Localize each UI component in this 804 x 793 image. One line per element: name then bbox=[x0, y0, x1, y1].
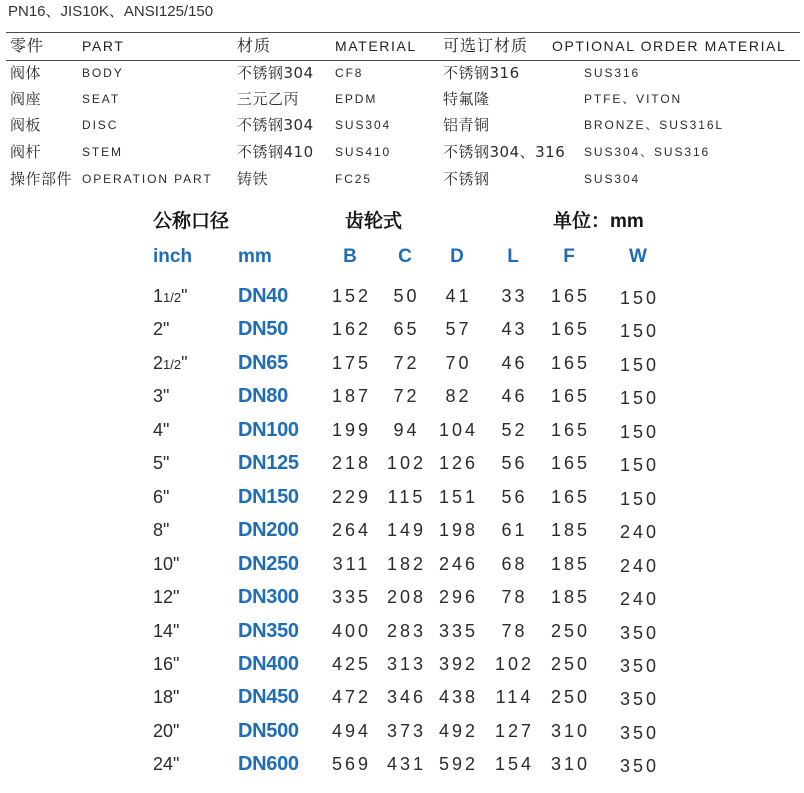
materials-header-material-en: MATERIAL bbox=[335, 38, 417, 54]
inch-whole: 20 bbox=[153, 720, 174, 741]
cell-d: 151 bbox=[438, 486, 479, 507]
pressure-standards: PN16、JIS10K、ANSI125/150 bbox=[8, 3, 214, 20]
cell-l: 33 bbox=[501, 286, 528, 306]
cell-w: 350 bbox=[619, 622, 660, 643]
cell-inch bbox=[153, 514, 169, 547]
cell-inch bbox=[153, 280, 187, 314]
dimension-row bbox=[0, 514, 804, 547]
cell-f: 165 bbox=[550, 419, 591, 440]
inch-mark: " bbox=[173, 553, 180, 574]
cell-d: 70 bbox=[445, 352, 472, 373]
cell-b: 400 bbox=[331, 620, 372, 641]
materials-cell-part-en: DISC bbox=[82, 118, 119, 132]
materials-cell-optional-material-en: BRONZE、SUS316L bbox=[584, 118, 724, 132]
materials-cell-part-cn: 阀座 bbox=[10, 90, 42, 108]
cell-l: 114 bbox=[495, 687, 534, 708]
cell-l: 46 bbox=[501, 386, 528, 407]
cell-f: 165 bbox=[550, 352, 591, 373]
cell-d: 198 bbox=[438, 520, 479, 541]
cell-dn: DN300 bbox=[238, 586, 299, 609]
column-header-l: L bbox=[507, 246, 519, 267]
cell-dn: DN400 bbox=[238, 652, 299, 675]
dimension-row bbox=[0, 581, 804, 614]
cell-l: 127 bbox=[494, 720, 535, 741]
cell-c: 313 bbox=[386, 653, 427, 674]
cell-dn: DN40 bbox=[238, 285, 288, 307]
cell-d: 335 bbox=[438, 620, 479, 641]
cell-b: 199 bbox=[331, 419, 372, 440]
column-header-w: W bbox=[629, 246, 647, 267]
cell-dn: DN150 bbox=[238, 485, 299, 508]
inch-mark: " bbox=[173, 620, 180, 641]
materials-cell-part-cn: 阀杆 bbox=[10, 143, 42, 161]
inch-mark: " bbox=[163, 319, 170, 340]
cell-inch bbox=[153, 615, 179, 648]
nominal-size-label: 公称口径 bbox=[153, 211, 230, 232]
cell-l: 56 bbox=[501, 453, 528, 474]
cell-l: 68 bbox=[501, 553, 528, 574]
materials-cell-optional-material-cn: 铝青铜 bbox=[443, 116, 490, 134]
materials-cell-part-en: SEAT bbox=[82, 92, 121, 106]
cell-d: 41 bbox=[445, 286, 472, 306]
materials-cell-part-cn: 阀板 bbox=[10, 116, 42, 134]
inch-whole: 2 bbox=[153, 352, 164, 373]
column-header-f: F bbox=[563, 246, 575, 267]
cell-b: 175 bbox=[331, 352, 372, 373]
inch-mark: " bbox=[173, 754, 180, 775]
cell-w: 350 bbox=[619, 689, 660, 710]
inch-whole: 6 bbox=[153, 486, 164, 507]
inch-whole: 1 bbox=[153, 286, 164, 306]
dimension-row bbox=[0, 681, 804, 714]
dimension-row bbox=[0, 313, 804, 346]
inch-whole: 16 bbox=[153, 653, 174, 674]
cell-f: 310 bbox=[550, 754, 591, 775]
cell-dn: DN65 bbox=[238, 351, 288, 374]
column-header-d: D bbox=[450, 246, 464, 267]
inch-whole: 14 bbox=[153, 620, 174, 641]
cell-f: 250 bbox=[550, 653, 591, 674]
cell-inch bbox=[153, 715, 179, 748]
cell-c: 65 bbox=[393, 319, 420, 340]
cell-w: 150 bbox=[619, 488, 660, 509]
dimension-row bbox=[0, 548, 804, 581]
dimension-row bbox=[0, 615, 804, 648]
inch-mark: " bbox=[181, 286, 188, 306]
materials-cell-optional-material-cn: 特氟隆 bbox=[443, 90, 490, 108]
inch-whole: 4 bbox=[153, 419, 164, 440]
cell-d: 592 bbox=[438, 754, 479, 775]
cell-w: 350 bbox=[619, 655, 660, 676]
materials-cell-material-cn: 铸铁 bbox=[237, 170, 269, 188]
materials-header-optional-material-en: OPTIONAL ORDER MATERIAL bbox=[552, 38, 787, 54]
cell-w: 240 bbox=[619, 522, 660, 543]
cell-inch bbox=[153, 681, 179, 714]
cell-b: 311 bbox=[332, 553, 371, 574]
cell-c: 115 bbox=[387, 486, 426, 507]
cell-b: 229 bbox=[331, 486, 372, 507]
materials-cell-part-cn: 阀体 bbox=[10, 64, 42, 82]
materials-cell-material-cn: 不锈钢304 bbox=[237, 64, 314, 82]
materials-cell-material-en: CF8 bbox=[335, 66, 364, 80]
cell-dn: DN50 bbox=[238, 318, 288, 341]
cell-c: 102 bbox=[386, 453, 427, 474]
materials-cell-optional-material-en: SUS304 bbox=[584, 172, 641, 186]
inch-mark: " bbox=[181, 352, 188, 373]
cell-dn: DN450 bbox=[238, 686, 299, 709]
dimension-row bbox=[0, 380, 804, 413]
inch-mark: " bbox=[163, 419, 170, 440]
cell-b: 335 bbox=[331, 587, 372, 608]
cell-w: 240 bbox=[619, 589, 660, 610]
cell-w: 150 bbox=[619, 388, 660, 409]
column-header-inch: inch bbox=[153, 246, 193, 267]
dimension-row bbox=[0, 748, 804, 781]
cell-inch bbox=[153, 414, 169, 447]
cell-c: 72 bbox=[393, 352, 420, 373]
cell-inch bbox=[153, 748, 179, 781]
cell-d: 82 bbox=[445, 386, 472, 407]
dimension-row bbox=[0, 715, 804, 748]
materials-cell-material-cn: 不锈钢410 bbox=[237, 143, 314, 161]
inch-mark: " bbox=[173, 687, 180, 708]
cell-f: 165 bbox=[550, 486, 591, 507]
cell-f: 310 bbox=[550, 720, 591, 741]
materials-header-part-en: PART bbox=[82, 38, 125, 54]
cell-inch bbox=[153, 481, 169, 514]
cell-l: 154 bbox=[494, 754, 535, 775]
materials-header-material-cn: 材质 bbox=[237, 36, 272, 55]
cell-w: 150 bbox=[619, 421, 660, 442]
cell-f: 185 bbox=[550, 587, 591, 608]
cell-b: 187 bbox=[331, 386, 372, 407]
cell-l: 46 bbox=[501, 352, 528, 373]
inch-mark: " bbox=[173, 720, 180, 741]
inch-whole: 18 bbox=[153, 687, 174, 708]
dimension-row bbox=[0, 414, 804, 447]
inch-fraction: 1/2 bbox=[163, 290, 182, 305]
dimension-row bbox=[0, 447, 804, 480]
dimension-row bbox=[0, 481, 804, 514]
cell-l: 56 bbox=[501, 486, 528, 507]
cell-f: 185 bbox=[550, 520, 591, 541]
cell-inch bbox=[153, 648, 179, 681]
cell-c: 72 bbox=[393, 386, 420, 407]
dimension-row bbox=[0, 648, 804, 681]
cell-dn: DN100 bbox=[238, 418, 299, 441]
cell-c: 149 bbox=[386, 520, 427, 541]
cell-w: 150 bbox=[619, 288, 660, 308]
inch-whole: 24 bbox=[153, 754, 174, 775]
cell-w: 150 bbox=[619, 354, 660, 375]
cell-c: 346 bbox=[386, 687, 427, 708]
materials-cell-optional-material-en: SUS304、SUS316 bbox=[584, 145, 711, 159]
inch-mark: " bbox=[163, 520, 170, 541]
cell-c: 94 bbox=[393, 419, 420, 440]
materials-header-optional-material-cn: 可选订材质 bbox=[443, 36, 529, 55]
inch-mark: " bbox=[163, 386, 170, 407]
cell-inch bbox=[153, 380, 169, 413]
inch-whole: 3 bbox=[153, 386, 164, 407]
cell-f: 165 bbox=[550, 319, 591, 340]
cell-d: 392 bbox=[438, 653, 479, 674]
materials-cell-optional-material-cn: 不锈钢304、316 bbox=[443, 143, 566, 161]
cell-w: 150 bbox=[619, 321, 660, 342]
column-header-mm: mm bbox=[238, 246, 272, 267]
cell-c: 431 bbox=[386, 754, 427, 775]
cell-c: 182 bbox=[386, 553, 427, 574]
cell-inch bbox=[153, 548, 179, 581]
inch-mark: " bbox=[163, 486, 170, 507]
materials-cell-material-en: SUS304 bbox=[335, 118, 392, 132]
cell-w: 240 bbox=[619, 555, 660, 576]
cell-dn: DN350 bbox=[238, 619, 299, 642]
cell-b: 162 bbox=[331, 319, 372, 340]
cell-l: 43 bbox=[501, 319, 528, 340]
cell-w: 350 bbox=[619, 722, 660, 743]
cell-d: 246 bbox=[438, 553, 479, 574]
column-header-b: B bbox=[343, 246, 357, 267]
cell-f: 165 bbox=[550, 453, 591, 474]
cell-inch bbox=[153, 347, 187, 381]
cell-f: 185 bbox=[550, 553, 591, 574]
materials-cell-part-en: STEM bbox=[82, 145, 123, 159]
dimension-row bbox=[0, 347, 804, 380]
materials-header-part-cn: 零件 bbox=[10, 36, 45, 55]
cell-d: 296 bbox=[438, 587, 479, 608]
inch-fraction: 1/2 bbox=[163, 356, 182, 372]
cell-b: 494 bbox=[331, 720, 372, 741]
cell-b: 569 bbox=[331, 754, 372, 775]
cell-b: 425 bbox=[331, 653, 372, 674]
cell-l: 61 bbox=[501, 520, 528, 541]
cell-w: 150 bbox=[619, 455, 660, 476]
dimension-row bbox=[0, 280, 804, 313]
cell-dn: DN80 bbox=[238, 385, 288, 408]
cell-f: 250 bbox=[550, 620, 591, 641]
cell-b: 264 bbox=[331, 520, 372, 541]
cell-dn: DN125 bbox=[238, 452, 299, 475]
inch-whole: 2 bbox=[153, 319, 164, 340]
cell-b: 472 bbox=[331, 687, 372, 708]
inch-whole: 5 bbox=[153, 453, 164, 474]
cell-dn: DN500 bbox=[238, 719, 299, 742]
materials-cell-part-en: OPERATION PART bbox=[82, 172, 213, 186]
cell-dn: DN600 bbox=[238, 753, 299, 776]
cell-inch bbox=[153, 581, 179, 614]
unit-label: 单位：mm bbox=[553, 211, 644, 232]
cell-b: 218 bbox=[331, 453, 372, 474]
cell-c: 50 bbox=[393, 286, 420, 306]
cell-f: 250 bbox=[550, 687, 591, 708]
cell-l: 78 bbox=[501, 620, 528, 641]
cell-f: 165 bbox=[550, 286, 591, 306]
cell-l: 102 bbox=[494, 653, 535, 674]
cell-c: 283 bbox=[386, 620, 427, 641]
inch-whole: 10 bbox=[153, 553, 174, 574]
cell-f: 165 bbox=[550, 386, 591, 407]
cell-d: 438 bbox=[438, 687, 479, 708]
cell-inch bbox=[153, 447, 169, 480]
cell-d: 492 bbox=[438, 720, 479, 741]
inch-mark: " bbox=[173, 653, 180, 674]
materials-cell-material-en: EPDM bbox=[335, 92, 378, 106]
inch-whole: 12 bbox=[153, 587, 174, 608]
cell-l: 78 bbox=[501, 587, 528, 608]
materials-cell-optional-material-en: SUS316 bbox=[584, 66, 641, 80]
materials-cell-optional-material-en: PTFE、VITON bbox=[584, 92, 683, 106]
inch-mark: " bbox=[173, 587, 180, 608]
column-header-c: C bbox=[398, 246, 412, 267]
cell-d: 126 bbox=[438, 453, 479, 474]
materials-cell-optional-material-cn: 不锈钢 bbox=[443, 170, 490, 188]
cell-dn: DN200 bbox=[238, 519, 299, 542]
inch-whole: 8 bbox=[153, 520, 164, 541]
inch-mark: " bbox=[163, 453, 170, 474]
cell-d: 104 bbox=[438, 419, 479, 440]
materials-cell-material-cn: 不锈钢304 bbox=[237, 116, 314, 134]
cell-c: 208 bbox=[386, 587, 427, 608]
cell-b: 152 bbox=[331, 286, 372, 306]
materials-cell-material-cn: 三元乙丙 bbox=[237, 90, 300, 108]
cell-d: 57 bbox=[445, 319, 472, 340]
materials-cell-part-cn: 操作部件 bbox=[10, 170, 73, 188]
materials-cell-material-en: FC25 bbox=[335, 172, 372, 186]
operation-type-label: 齿轮式 bbox=[345, 211, 403, 232]
cell-dn: DN250 bbox=[238, 552, 299, 575]
materials-cell-part-en: BODY bbox=[82, 66, 124, 80]
cell-c: 373 bbox=[386, 720, 427, 741]
materials-cell-material-en: SUS410 bbox=[335, 145, 392, 159]
cell-l: 52 bbox=[501, 419, 528, 440]
cell-w: 350 bbox=[619, 756, 660, 777]
cell-inch bbox=[153, 313, 169, 346]
materials-cell-optional-material-cn: 不锈钢316 bbox=[443, 64, 520, 82]
